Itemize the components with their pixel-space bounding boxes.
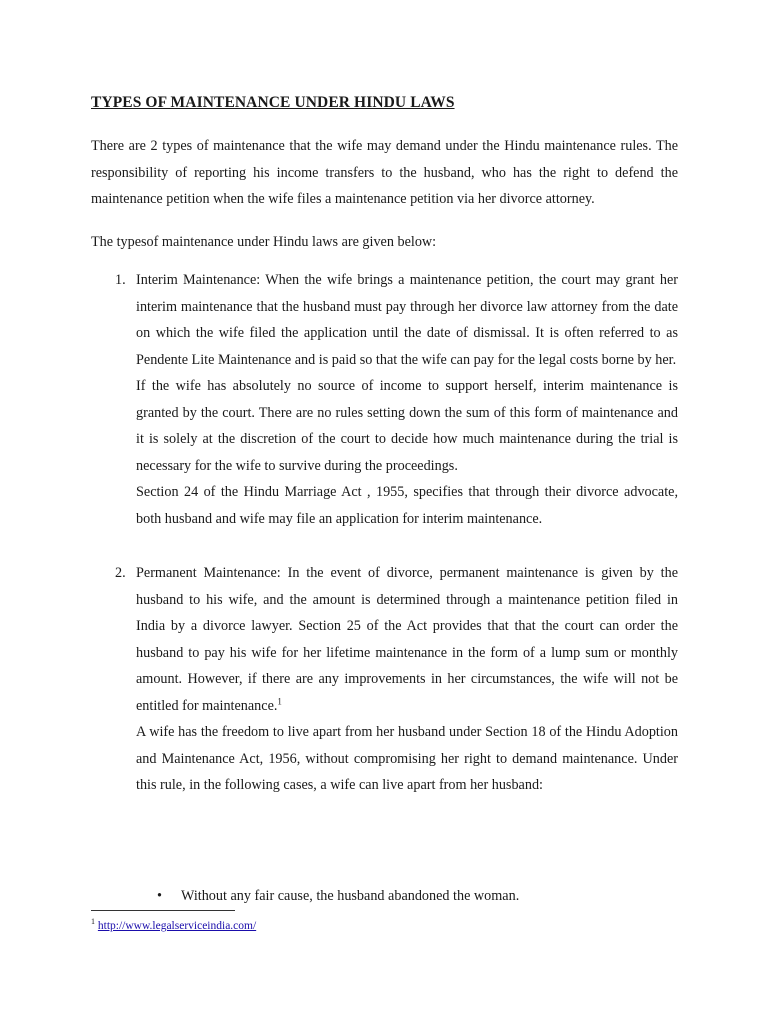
bullet-icon: • xyxy=(157,888,162,904)
footnote-link[interactable]: http://www.legalserviceindia.com/ xyxy=(97,919,257,932)
interim-income-paragraph: If the wife has absolutely no source of income to support herself, interim maintenance is granted by the court. There are no rules setting down the sum of this form of maintenance and it is solely at the discretion of the court to decide how much maintenance during the trial is necessary for the wife to survive during the proceedings. xyxy=(136,378,678,474)
list-item-number: 1. xyxy=(115,272,126,288)
permanent-maintenance-paragraph xyxy=(136,560,678,719)
intro-paragraph: There are 2 types of maintenance that the wife may demand under the Hindu maintenance rules. The responsibility of reporting his income transfers to the husband, who has the right to defend the maintenance petition when the wife files a maintenance petition via her divorce attorney. xyxy=(91,138,678,207)
list-item-body xyxy=(136,560,678,799)
list-item-number: 2. xyxy=(115,565,126,581)
section-18-paragraph: A wife has the freedom to live apart from her husband under Section 18 of the Hindu Adoption and Maintenance Act, 1956, without compromising her right to demand maintenance. Under this rule, in the following cases, a wife can live apart from her husband: xyxy=(136,724,678,793)
permanent-maintenance-text: Permanent Maintenance: In the event of divorce, permanent maintenance is given by the husband to his wife, and the amount is determined through a maintenance petition filed in India by a divorce lawyer. Section 25 of the Act provides that that the court can order the husband to pay his wife for her lifetime maintenance in the form of a lump sum or monthly amount. However, if there are any improvements in her circumstances, the wife will not be entitled for maintenance. xyxy=(136,565,678,714)
bullet-text: Without any fair cause, the husband abandoned the woman. xyxy=(181,888,520,904)
footnote-reference[interactable]: 1 xyxy=(277,695,282,706)
interim-maintenance-paragraph: Interim Maintenance: When the wife brings a maintenance petition, the court may grant her interim maintenance that the husband must pay through her divorce law attorney from the date on which the wife filed the application until the date of dismissal. It is often referred to as Pendente Lite Maintenance and is paid so that the wife can pay for the legal costs borne by her. xyxy=(136,272,678,368)
section-24-paragraph: Section 24 of the Hindu Marriage Act , 1955, specifies that through their divorce advocate, both husband and wife may file an application for interim maintenance. xyxy=(136,484,678,527)
footnote-marker: 1 xyxy=(91,917,95,926)
document-title: TYPES OF MAINTENANCE UNDER HINDU LAWS xyxy=(91,94,455,111)
footnote-separator xyxy=(91,910,235,911)
lead-paragraph: The typesof maintenance under Hindu laws are given below: xyxy=(91,234,437,250)
footnote xyxy=(91,914,256,934)
list-item-body xyxy=(136,267,678,532)
